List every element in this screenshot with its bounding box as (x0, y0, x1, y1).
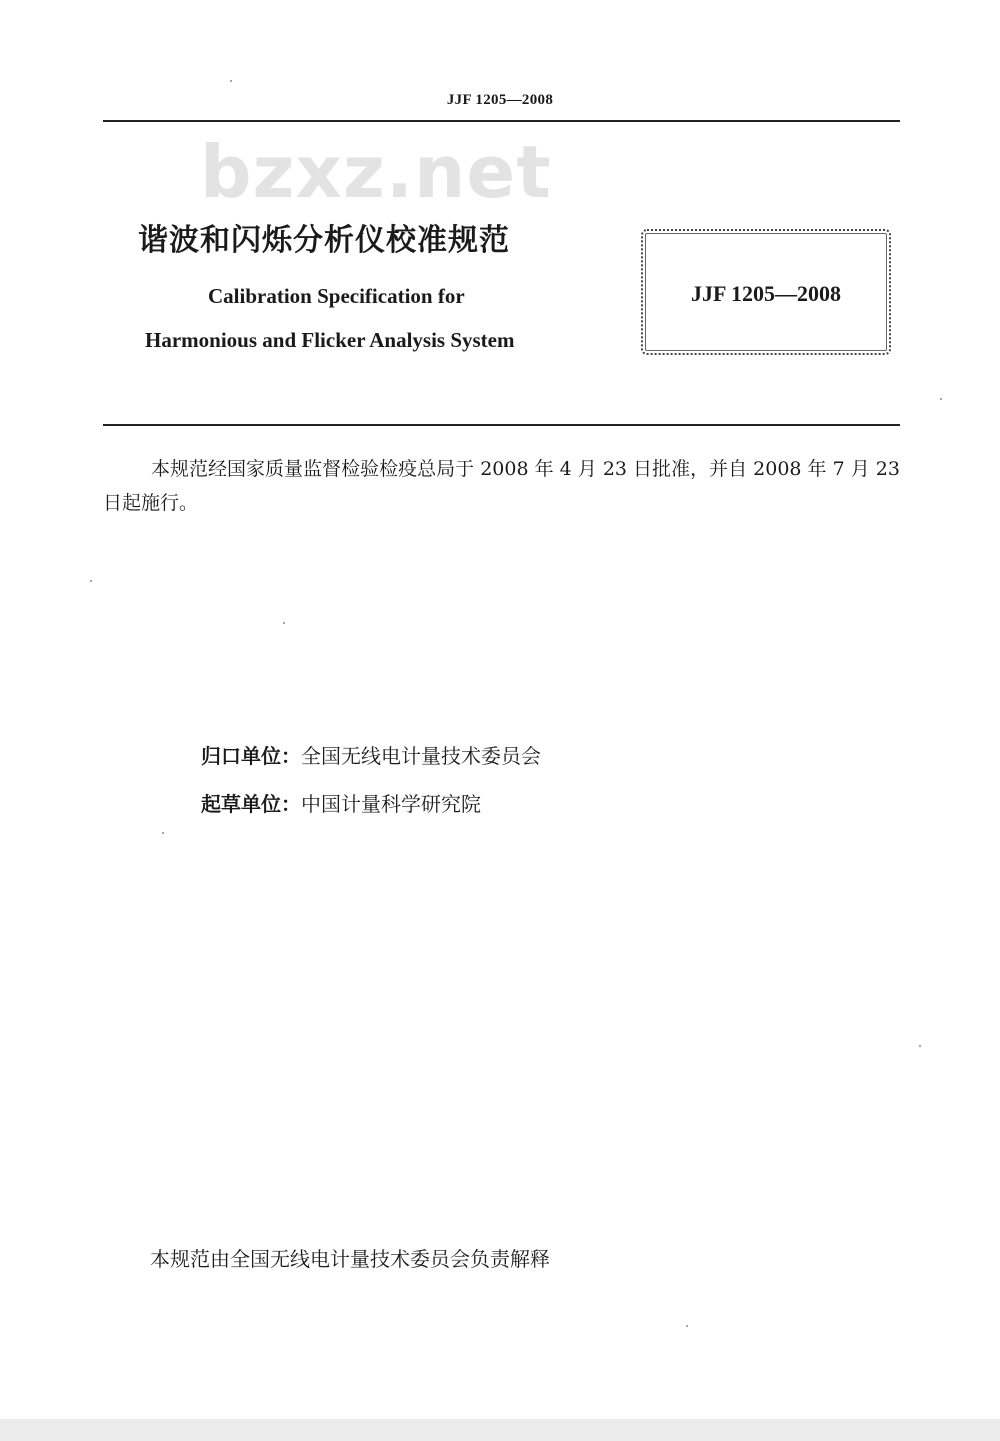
title-chinese: 谐波和闪烁分析仪校准规范 (138, 223, 510, 258)
scan-speck (940, 398, 942, 400)
drafting-unit-label: 起草单位： (201, 792, 301, 816)
drafting-unit-value: 中国计量科学研究院 (301, 792, 481, 816)
scan-speck (162, 832, 164, 834)
scan-bottom-band (0, 1419, 1000, 1441)
standard-code-box-text: JJF 1205—2008 (690, 281, 842, 306)
approval-statement: 本规范经国家质量监督检验检疫总局于 2008 年 4 月 23 日批准，并自 2008 年 7 月 23 日起施行。 (103, 458, 900, 514)
responsible-unit-value: 全国无线电计量技术委员会 (301, 744, 541, 768)
scan-speck (90, 580, 92, 582)
title-english-line2: Harmonious and Flicker Analysis System (145, 328, 515, 352)
scan-speck (919, 1045, 921, 1047)
header-standard-code: JJF 1205—2008 (446, 92, 554, 108)
title-english-line1: Calibration Specification for (208, 284, 465, 308)
scan-speck (283, 622, 285, 624)
responsible-unit-label: 归口单位： (201, 744, 301, 768)
responsible-unit-line (201, 740, 541, 769)
scan-speck (686, 1325, 688, 1327)
watermark: bzxz.net (200, 130, 552, 214)
drafting-unit-line (201, 788, 481, 817)
header-rule (103, 120, 900, 122)
interpretation-note: 本规范由全国无线电计量技术委员会负责解释 (150, 1247, 550, 1271)
section-rule (103, 424, 900, 426)
scan-speck (230, 80, 232, 82)
standard-code-box (641, 229, 891, 355)
